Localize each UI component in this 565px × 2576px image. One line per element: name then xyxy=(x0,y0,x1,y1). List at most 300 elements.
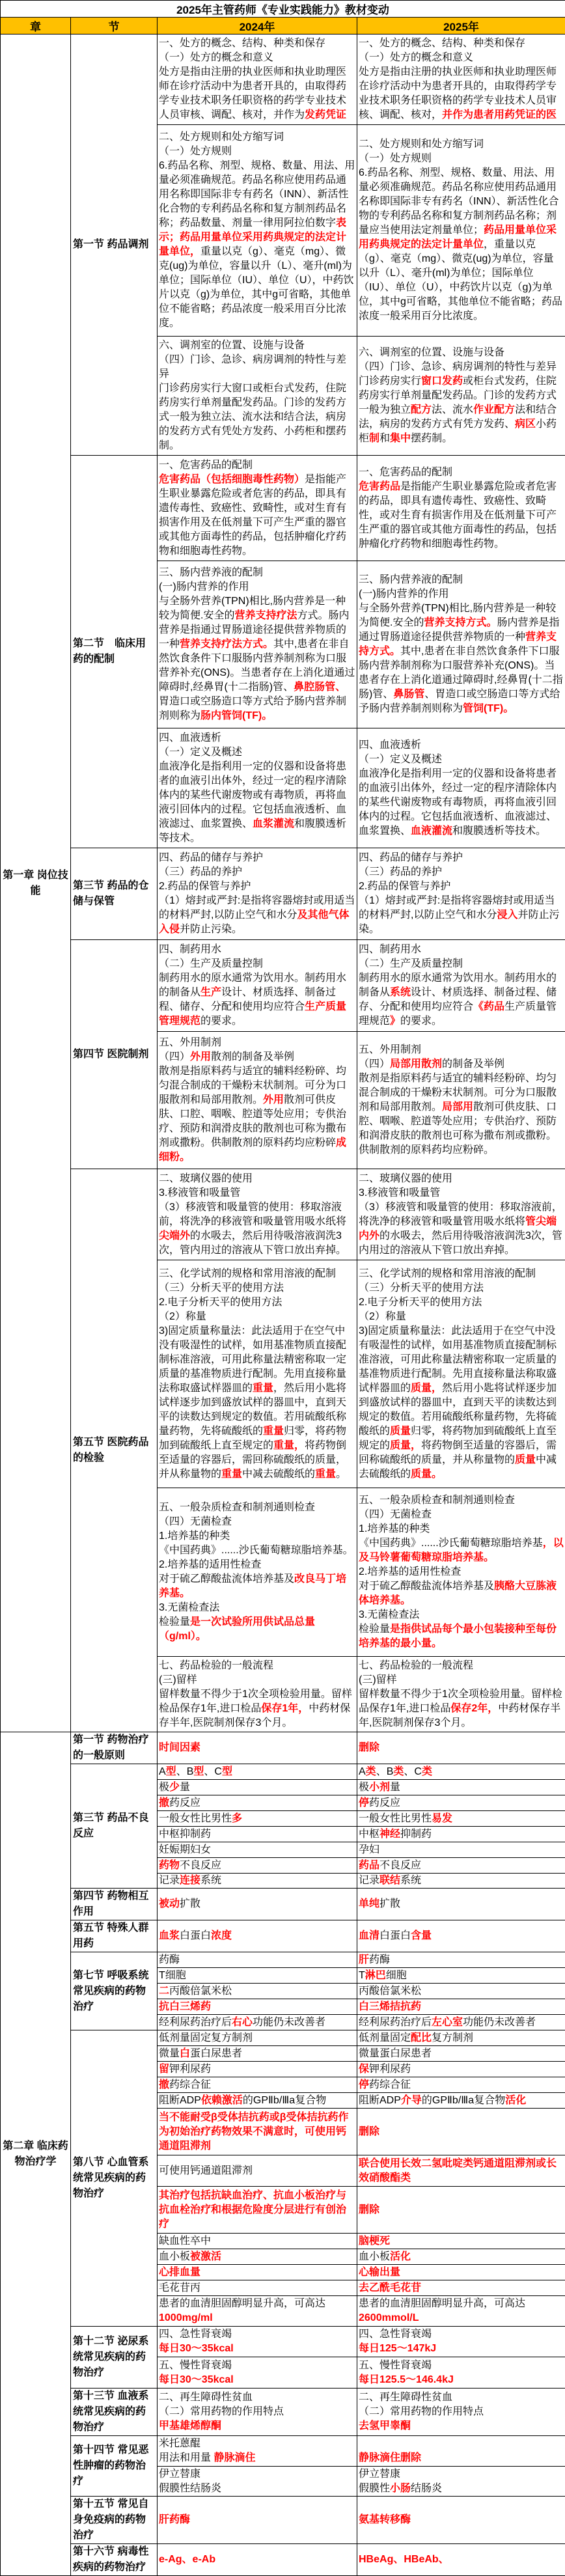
paragraph xyxy=(159,2250,355,2264)
cell-content xyxy=(158,2436,357,2466)
paragraph xyxy=(359,2031,564,2045)
table-row xyxy=(1,1764,565,1780)
changed-text: 是一次试验所用供试品总量（g/ml）。 xyxy=(159,1616,315,1642)
paragraph xyxy=(159,2513,355,2527)
section-label: 第十二节 泌尿系统常见疾病的药物治疗 xyxy=(71,2327,158,2389)
paragraph xyxy=(159,1064,355,1165)
cell-content xyxy=(357,2187,565,2233)
text-segment: 检验量 xyxy=(359,1624,390,1635)
paragraph xyxy=(159,1267,355,1281)
paragraph xyxy=(359,2451,564,2465)
paragraph xyxy=(159,1780,355,1795)
cell-2025 xyxy=(357,125,565,337)
paragraph xyxy=(359,2311,564,2325)
text-segment: 3.移液管和吸量管 xyxy=(159,1187,240,1198)
text-segment: 一、危害药品的配制 xyxy=(159,460,253,471)
changed-text: 药品 xyxy=(359,1860,379,1871)
table-row xyxy=(1,2389,565,2436)
changed-text: 生产 xyxy=(200,987,221,998)
text-segment: 系统 xyxy=(200,1875,221,1886)
changed-text: 重量 xyxy=(315,1469,336,1480)
changed-text: 删除 xyxy=(359,2126,379,2137)
paragraph xyxy=(159,745,355,760)
paragraph xyxy=(359,865,564,879)
cell-content xyxy=(158,1032,357,1169)
paragraph xyxy=(359,573,564,587)
text-segment: 扩散 xyxy=(379,1898,400,1909)
text-segment: 是指能产生职业暴露危险或者危害的药品，即具有遗传毒性、致癌性、致畸性，或对生育有损害作用及在低剂量下可产生严重的器官或其他方面毒性的药品，包括肿瘤化疗药物和细胞毒性药物。 xyxy=(359,481,557,549)
paragraph xyxy=(359,767,564,838)
paragraph xyxy=(159,943,355,957)
header-2024: 2024年 xyxy=(158,18,357,35)
paragraph xyxy=(359,1608,564,1622)
changed-text: 联结 xyxy=(379,1875,400,1886)
cell-2025 xyxy=(357,1827,565,1842)
text-segment: 的水吸去，然后用待吸溶液润洗3次，管内用过的溶液从下管口放出弃掉。 xyxy=(359,1230,562,1256)
header-chapter: 章 xyxy=(1,18,71,35)
paragraph xyxy=(159,1659,355,1673)
section-label: 第十五节 常见自身免疫病的药物治疗 xyxy=(71,2497,158,2544)
paragraph xyxy=(159,2015,355,2030)
cell-content xyxy=(158,1921,357,1952)
cell-content xyxy=(357,2030,565,2045)
paragraph xyxy=(359,2437,564,2451)
changed-text: 鼻腔肠管、 xyxy=(294,682,346,693)
text-segment: 并防止污染。 xyxy=(180,924,242,935)
changed-text: 发药凭证 xyxy=(305,109,346,120)
text-segment: 和 xyxy=(379,433,390,444)
text-segment: 四、制药用水 xyxy=(359,944,421,955)
paragraph xyxy=(159,2234,355,2249)
header-2025: 2025年 xyxy=(357,18,565,35)
cell-2025 xyxy=(357,2327,565,2357)
text-segment: （2）称量 xyxy=(159,1311,206,1322)
text-segment: 6.药品名称、剂型、规格、数量、用法、用量必须准确规范。药品名称应使用药品通用名称即国际非专有药名（INN）、新活性化合物的专利药品名称和复方制剂药品名称；剂量应当使用法定剂量单位； xyxy=(359,167,559,236)
paragraph xyxy=(359,1897,564,1911)
paragraph xyxy=(359,2250,564,2264)
paragraph xyxy=(359,2125,564,2139)
text-segment: 3.无菌检查法 xyxy=(359,1609,419,1620)
paragraph xyxy=(159,760,355,846)
paragraph xyxy=(359,2482,564,2496)
chapter-label: 第一章 岗位技能 xyxy=(1,35,71,1732)
changed-text: 重量 xyxy=(253,1383,273,1394)
cell-2024 xyxy=(158,2187,357,2234)
changed-text: 当不能耐受β受体拮抗药或β受体拮抗药作为初始治疗药物效果不满意时，可使用钙通道阻滞剂 xyxy=(159,2112,349,2152)
cell-2024 xyxy=(158,2077,357,2093)
paragraph xyxy=(159,1515,355,1529)
cell-content xyxy=(357,2467,565,2496)
text-segment: 蛋白尿患者 xyxy=(190,2048,242,2059)
text-segment: 细胞 xyxy=(386,1970,407,1981)
text-segment: 患者的血清胆固醇明显升高，可高达 xyxy=(359,2298,525,2309)
table-row xyxy=(1,1169,565,1260)
paragraph xyxy=(359,2015,564,2030)
paragraph xyxy=(159,1295,355,1310)
paragraph xyxy=(159,865,355,879)
cell-2025 xyxy=(357,1732,565,1764)
changed-text: 每日30～35kcal xyxy=(159,2374,234,2385)
paragraph xyxy=(359,1043,564,1057)
cell-content xyxy=(357,848,565,939)
text-segment: 胃造口或空肠造口等方式给予肠内营养制剂则称为 xyxy=(159,696,346,721)
changed-text: 制 xyxy=(369,433,379,444)
paragraph xyxy=(159,1984,355,1999)
cell-2025 xyxy=(357,2357,565,2389)
text-segment: 阻断ADP xyxy=(359,2095,401,2106)
text-segment: （四）无菌检查 xyxy=(159,1516,232,1527)
cell-content xyxy=(357,1032,565,1169)
changed-text: 淋巴 xyxy=(365,1970,386,1981)
text-segment: 抑制药 xyxy=(400,1829,432,1840)
paragraph xyxy=(159,1281,355,1295)
cell-content xyxy=(158,1842,357,1857)
paragraph xyxy=(359,360,564,374)
cell-2025 xyxy=(357,2497,565,2544)
cell-content xyxy=(158,2296,357,2326)
paragraph xyxy=(359,2078,564,2092)
cell-content xyxy=(158,125,357,336)
cell-2025 xyxy=(357,2062,565,2077)
changed-text: 活化 xyxy=(390,2251,411,2262)
paragraph xyxy=(159,2297,355,2311)
text-segment: 中减去硫酸纸的 xyxy=(242,1469,315,1480)
text-segment: （四）门诊、急诊、病房调剂的特性与差异 xyxy=(159,354,346,380)
cell-2025 xyxy=(357,2265,565,2280)
cell-content xyxy=(357,728,565,848)
cell-2024 xyxy=(158,1889,357,1920)
changed-text: 药品用量单位采用药典规定的法定计量单位 xyxy=(359,225,557,250)
paragraph xyxy=(359,2342,564,2356)
cell-2025 xyxy=(357,1984,565,1999)
cell-2024 xyxy=(158,2497,357,2544)
cell-content xyxy=(357,2265,565,2280)
cell-content xyxy=(357,2093,565,2108)
text-segment: A xyxy=(359,1766,366,1777)
cell-content xyxy=(357,2249,565,2264)
paragraph xyxy=(359,2281,564,2295)
paragraph xyxy=(159,1558,355,1572)
paragraph xyxy=(359,2000,564,2014)
cell-content xyxy=(158,2545,357,2575)
table-row xyxy=(1,2327,565,2357)
paragraph xyxy=(359,2553,564,2567)
text-segment: 药反应 xyxy=(369,1797,400,1808)
text-segment: 四、药品的储存与养护 xyxy=(159,852,263,863)
paragraph xyxy=(159,2031,355,2045)
changed-text: 胰酪大豆胨液体培养基。 xyxy=(359,1581,557,1606)
cell-content xyxy=(357,1874,565,1888)
paragraph xyxy=(359,2467,564,2482)
text-segment: 四、急性肾衰竭 xyxy=(159,2329,232,2340)
changed-text: 去氢甲睾酮 xyxy=(359,2420,411,2431)
cell-2024 xyxy=(158,1169,357,1260)
cell-content xyxy=(158,1764,357,1779)
paragraph xyxy=(359,36,564,51)
text-segment: 功能仍未改善者 xyxy=(463,2017,536,2028)
changed-text: 危害药品（包括细胞毒性药物） xyxy=(159,474,305,485)
text-segment: 法、流水 xyxy=(432,404,473,415)
paragraph xyxy=(159,159,355,331)
cell-2024 xyxy=(158,337,357,456)
changed-text: ，以及马铃薯葡萄糖琼脂培养基。 xyxy=(359,1538,564,1563)
changed-text: 保存1年， xyxy=(261,1703,309,1714)
cell-2025 xyxy=(357,2093,565,2109)
cell-2025 xyxy=(357,848,565,940)
text-segment: 3.移液管和吸量管 xyxy=(359,1187,440,1198)
text-segment: 七、药品检验的一般流程 xyxy=(159,1660,273,1671)
cell-content xyxy=(158,2357,357,2388)
paragraph xyxy=(159,2342,355,2356)
cell-2024 xyxy=(158,2436,357,2467)
changed-text: 鼻肠管 xyxy=(393,689,424,700)
cell-2024 xyxy=(158,728,357,848)
text-segment: 中枢抑制药 xyxy=(159,1829,211,1840)
cell-content xyxy=(357,2062,565,2077)
text-segment: 二、处方规则和处方缩写词 xyxy=(159,132,284,143)
paragraph xyxy=(159,1953,355,1967)
paragraph xyxy=(359,1493,564,1508)
changed-text: 心输出量 xyxy=(359,2267,400,2278)
text-segment: 缺血性卒中 xyxy=(159,2236,211,2247)
paragraph xyxy=(359,1687,564,1730)
text-segment: 记录 xyxy=(159,1875,180,1886)
text-segment: 结肠炎 xyxy=(411,2483,442,2494)
text-segment: (一)肠内营养的作用 xyxy=(159,581,249,592)
cell-2024 xyxy=(158,2280,357,2296)
changed-text: 及其他气体入侵 xyxy=(159,909,349,935)
text-segment: 微量 xyxy=(159,2048,180,2059)
text-segment: 1.培养基的种类 xyxy=(359,1523,430,1534)
section-label: 第四节 药物相互作用 xyxy=(71,1889,158,1920)
text-segment: （2）称量 xyxy=(359,1311,406,1322)
cell-2024 xyxy=(158,125,357,337)
paragraph xyxy=(159,1796,355,1810)
paragraph xyxy=(359,1673,564,1687)
cell-content xyxy=(158,848,357,939)
changed-text: 是指供试品每个最小包装接种至每份培养基的最小量。 xyxy=(359,1624,557,1649)
cell-2025 xyxy=(357,561,565,728)
text-segment: (一)肠内营养的作用 xyxy=(359,589,449,600)
changed-text: 联合使用长效二氢吡啶类钙通道阻滞剂或长效硝酸酯类 xyxy=(359,2158,557,2183)
changed-text: e-Ag、e-Ab xyxy=(159,2554,215,2565)
paragraph xyxy=(159,1324,355,1482)
cell-content xyxy=(158,2497,357,2543)
cell-2024 xyxy=(158,1842,357,1858)
cell-2024 xyxy=(158,1811,357,1827)
paragraph xyxy=(159,1501,355,1515)
header-row xyxy=(1,18,565,35)
text-segment: （二）生产及质量控制 xyxy=(159,958,263,969)
cell-content xyxy=(357,1657,565,1732)
cell-content xyxy=(357,1999,565,2014)
cell-content xyxy=(158,1657,357,1732)
text-segment: （1）熔封或严封:是指将容器熔封或用适当的材料严封,以防止空气和水分 xyxy=(159,895,355,921)
paragraph xyxy=(159,1843,355,1857)
text-segment: （一）定义及概述 xyxy=(359,754,442,765)
text-segment: 的GPⅡb/Ⅲa复合物 xyxy=(422,2095,505,2106)
text-segment: 或柜台式发药，住院药房实行单剂量配发药品。门诊的发药方式一般为独立 xyxy=(359,376,557,415)
text-segment: 一般女性比男性 xyxy=(159,1813,232,1824)
changed-text: 2600mmol/L xyxy=(359,2312,419,2323)
section-label: 第三节 药品不良反应 xyxy=(71,1764,158,1889)
cell-content xyxy=(357,1968,565,1983)
text-segment: 处方是指由注册的执业医师和执业助理医师在诊疗活动中为患者开具的，由取得药学专业技术职务任职资格的药学专业技术人员审核、调配、核对， xyxy=(359,66,557,120)
changed-text: 《药品 xyxy=(473,1001,504,1012)
paragraph xyxy=(359,51,564,65)
text-segment: 伊立替康 xyxy=(359,2469,400,2480)
cell-content xyxy=(357,1889,565,1920)
changed-text: 配比 xyxy=(411,2032,432,2043)
paragraph xyxy=(359,894,564,937)
section-label: 第十六节 病毒性疾病的药物治疗 xyxy=(71,2544,158,2576)
paragraph xyxy=(159,2000,355,2014)
paragraph xyxy=(359,957,564,971)
paragraph xyxy=(359,374,564,446)
changed-text: 撤 xyxy=(159,2079,169,2090)
cell-2024 xyxy=(158,1827,357,1842)
section-label: 第五节 医院药品的检验 xyxy=(71,1169,158,1732)
changed-text: 类 xyxy=(366,1766,376,1777)
changed-text: 成细粉。 xyxy=(159,1137,346,1163)
text-segment: 2.电子分析天平的使用方法 xyxy=(359,1297,482,1308)
changed-text: 介导 xyxy=(401,2095,422,2106)
paragraph xyxy=(159,2553,355,2567)
text-segment: 、B xyxy=(376,1766,394,1777)
cell-2024 xyxy=(158,2155,357,2187)
paragraph xyxy=(359,1827,564,1842)
paragraph xyxy=(359,2297,564,2311)
text-segment: 3)固定质量称量法：此法适用于在空气中没有吸湿性的试样，如用基准物质直接配制标准溶液，可用此称量法精密称取一定质量的基准物质进行配制。先用直接称量法称取盛试样器皿的 xyxy=(159,1325,346,1394)
text-segment: 《中国药典》......沙氏葡萄糖琼脂培养基。 xyxy=(159,1545,353,1556)
paragraph xyxy=(359,1508,564,1522)
cell-content xyxy=(357,1921,565,1952)
text-segment: 归零，将药物加到硫酸纸上直至规定的 xyxy=(359,1426,557,1451)
text-segment: 四、血液透析 xyxy=(359,740,421,751)
paragraph xyxy=(359,1186,564,1200)
cell-content xyxy=(158,35,357,124)
paragraph xyxy=(159,2189,355,2232)
cell-2025 xyxy=(357,940,565,1032)
changed-text: 改良马丁培养基。 xyxy=(159,1573,346,1599)
table-row xyxy=(1,1732,565,1764)
cell-2025 xyxy=(357,1811,565,1827)
paragraph xyxy=(359,1536,564,1565)
changed-text: 并作为患者用药凭证的医 xyxy=(442,109,557,120)
paragraph xyxy=(159,1050,355,1064)
text-segment: 药酶 xyxy=(369,1954,390,1965)
text-segment: （3）移液管和吸量管的使用：移取溶液前，将洗净的移液管和吸量管用吸水纸将 xyxy=(359,1202,562,1227)
paragraph xyxy=(159,2265,355,2280)
text-segment: 其中,患者在非自然饮食条件下口服肠内营养制剂称为口服营养补充(ONS)。当患者存在上消化道通过障碍时,经鼻胃(十二指肠)管、 xyxy=(359,646,563,700)
cell-2024 xyxy=(158,2249,357,2265)
paragraph xyxy=(359,1295,564,1310)
changed-text: 质量 xyxy=(390,1426,411,1437)
cell-content xyxy=(357,2545,565,2575)
cell-2025 xyxy=(357,337,565,456)
cell-content xyxy=(158,2015,357,2030)
paragraph xyxy=(159,2062,355,2077)
cell-2025 xyxy=(357,1657,565,1732)
paragraph xyxy=(359,65,564,122)
cell-content xyxy=(357,1984,565,1999)
cell-content xyxy=(357,2389,565,2435)
cell-2024 xyxy=(158,1874,357,1889)
text-segment: 2.培养基的适用性检查 xyxy=(159,1559,261,1570)
cell-2025 xyxy=(357,1795,565,1811)
cell-2025 xyxy=(357,1169,565,1260)
changed-text: 心排血量 xyxy=(159,2267,200,2278)
page-title: 2025年主管药师《专业实践能力》教材变动 xyxy=(1,1,565,18)
cell-content xyxy=(158,1874,357,1888)
cell-content xyxy=(357,1795,565,1810)
cell-2024 xyxy=(158,1032,357,1169)
cell-2024 xyxy=(158,2046,357,2062)
cell-content xyxy=(158,2327,357,2357)
section-label: 第十四节 常见恶性肿瘤的药物治疗 xyxy=(71,2436,158,2497)
cell-content xyxy=(158,337,357,455)
changed-text: 单纯 xyxy=(359,1898,379,1909)
cell-content xyxy=(357,1858,565,1873)
changed-text: 保 xyxy=(359,2064,369,2075)
paragraph xyxy=(359,1659,564,1673)
cell-2025 xyxy=(357,1260,565,1488)
text-segment: 法和结合法，病房的发药方式有凭方发药、 xyxy=(359,404,557,430)
section-label: 第一节 药物治疗的一般原则 xyxy=(71,1732,158,1764)
cell-2025 xyxy=(357,2436,565,2467)
paragraph xyxy=(159,2281,355,2295)
paragraph xyxy=(359,2234,564,2249)
cell-2024 xyxy=(158,2015,357,2030)
text-segment: 散剂可供皮肤、口腔、咽喉、腔道等处应用；专供治疗、预防和润滑皮肤的散剂也可称为撒布剂或撒粉。供制散剂的原料药均应粉碎。 xyxy=(359,1101,557,1156)
cell-2024 xyxy=(158,561,357,728)
paragraph xyxy=(159,1897,355,1911)
table-row xyxy=(1,456,565,561)
text-segment: T xyxy=(359,1970,365,1981)
changed-text: 撤 xyxy=(159,1797,169,1808)
text-segment: ，然后用小匙将试样逐步加到盛放试样的器皿中，直到天平的读数达到规定的数值。若用硫酸纸称量药物，先将硫酸纸的 xyxy=(159,1383,346,1437)
paragraph xyxy=(359,480,564,551)
changed-text: 活化 xyxy=(505,2095,526,2106)
text-segment: 。 xyxy=(336,1469,346,1480)
paragraph xyxy=(159,2451,355,2465)
text-segment: 2.药品的保管与养护 xyxy=(359,881,450,892)
changed-text: 时间因素 xyxy=(159,1742,200,1753)
paragraph xyxy=(359,2359,564,2373)
paragraph xyxy=(159,1874,355,1888)
changed-text: 去乙酰毛花苷 xyxy=(359,2282,421,2293)
text-segment: 是指能产生职业暴露危险或者危害的药品，即具有遗传毒性、致癌性、致畸性，或对生育有损害作用及在低剂量下可产生严重的器官或其他方面毒性的药品，包括肿瘤化疗药物和细胞毒性药物。 xyxy=(159,474,346,557)
cell-content xyxy=(158,2155,357,2186)
cell-2025 xyxy=(357,2077,565,2093)
cell-2024 xyxy=(158,1732,357,1764)
text-segment: 低剂量固定复方制剂 xyxy=(159,2032,253,2043)
text-segment: 假膜性 xyxy=(359,2483,390,2494)
text-segment: 四、制药用水 xyxy=(159,944,221,955)
cell-content xyxy=(357,2327,565,2357)
paragraph xyxy=(159,2390,355,2405)
paragraph xyxy=(359,137,564,152)
paragraph xyxy=(359,2047,564,2061)
paragraph xyxy=(159,2111,355,2154)
cell-content xyxy=(357,561,565,728)
text-segment: 门诊药房实行大窗口或柜台式发药，住院药房实行单剂量配发药品。门诊的发药方式一般为独立法、流水法和结合法，病房的发药方式有凭处方发药、小药柜和摆药制。 xyxy=(159,383,346,451)
cell-content xyxy=(158,1780,357,1795)
paragraph xyxy=(159,1827,355,1842)
cell-content xyxy=(158,2062,357,2077)
cell-2025 xyxy=(357,2030,565,2046)
text-segment: 复方制剂 xyxy=(432,2032,473,2043)
